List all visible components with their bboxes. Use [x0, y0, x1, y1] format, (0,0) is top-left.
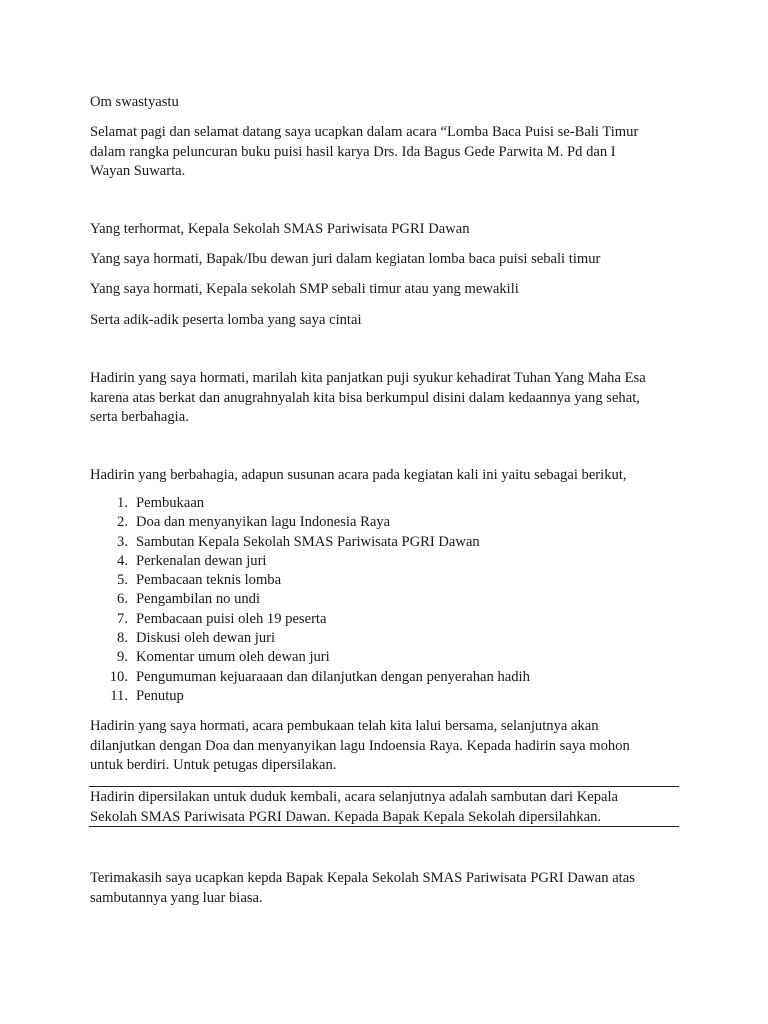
agenda-item-number: 3.: [117, 533, 128, 550]
bottom-border-rule: [89, 826, 679, 827]
closing-paragraph: Terimakasih saya ucapkan kepda Bapak Kepala Sekolah SMAS Pariwisata PGRI Dawan atas sambutannya yang luar biasa.: [90, 870, 635, 906]
boxed-paragraph: Hadirin dipersilakan untuk duduk kembali, acara selanjutnya adalah sambutan dari Kepala Sekolah SMAS Pariwisata PGRI Dawan. Kepada Bapak Kepala Sekolah dipersilahkan.: [90, 789, 619, 825]
agenda-item-text: Pengumuman kejuaraaan dan dilanjutkan dengan penyerahan hadih: [136, 668, 530, 685]
agenda-item: [90, 513, 690, 532]
agenda-item: [90, 629, 690, 648]
agenda-item: [90, 552, 690, 571]
agenda-item-number: 4.: [117, 552, 128, 569]
salutation-2: Yang saya hormati, Bapak/Ibu dewan juri dalam kegiatan lomba baca puisi sebali timur: [90, 251, 601, 267]
agenda-item-text: Pembukaan: [136, 495, 205, 511]
salutation-1: Yang terhormat, Kepala Sekolah SMAS Pariwisata PGRI Dawan: [90, 221, 470, 237]
agenda-item-number: 10.: [109, 668, 128, 685]
agenda-list: [90, 494, 690, 706]
agenda-item: [90, 648, 690, 667]
agenda-item-number: 1.: [117, 495, 128, 511]
agenda-item-text: Diskusi oleh dewan juri: [136, 630, 276, 647]
agenda-item: [90, 533, 690, 552]
agenda-item: [90, 668, 690, 687]
intro-paragraph: Selamat pagi dan selamat datang saya ucapkan dalam acara “Lomba Baca Puisi se-Bali Timur dalam rangka peluncuran buku puisi hasil karya Drs. Ida Bagus Gede Parwita M. Pd dan I Wayan Suwarta.: [90, 124, 639, 179]
salutation-3: Yang saya hormati, Kepala sekolah SMP sebali timur atau yang mewakili: [90, 281, 519, 297]
agenda-item-number: 8.: [117, 630, 128, 647]
agenda-item: [90, 687, 690, 706]
agenda-item: [90, 494, 690, 513]
agenda-item-number: 5.: [117, 572, 128, 589]
agenda-intro: Hadirin yang berbahagia, adapun susunan acara pada kegiatan kali ini yaitu sebagai berikut,: [90, 467, 627, 483]
agenda-item: [90, 610, 690, 629]
top-border-rule: [89, 786, 679, 787]
agenda-item-number: 9.: [117, 649, 128, 666]
thanks-paragraph: Hadirin yang saya hormati, marilah kita panjatkan puji syukur kehadirat Tuhan Yang Maha Esa karena atas berkat dan anugrahnyalah kita bisa berkumpul disini dalam kedaannya yang sehat, serta berbahagia.: [90, 370, 646, 425]
agenda-item-number: 11.: [110, 687, 128, 704]
agenda-item-text: Pengambilan no undi: [136, 591, 261, 608]
agenda-item-text: Perkenalan dewan juri: [136, 552, 267, 569]
salutation-4: Serta adik-adik peserta lomba yang saya cintai: [90, 312, 362, 328]
agenda-item-number: 6.: [117, 591, 128, 608]
agenda-item-number: 7.: [117, 610, 128, 627]
opening-paragraph: Hadirin yang saya hormati, acara pembukaan telah kita lalui bersama, selanjutnya akan dilanjutkan dengan Doa dan menyanyikan lagu Indoensia Raya. Kepada hadirin saya mohon untuk berdiri. Untuk petugas dipersilakan.: [90, 718, 630, 773]
agenda-item-text: Doa dan menyanyikan lagu Indonesia Raya: [136, 514, 391, 531]
greeting: Om swastyastu: [90, 94, 179, 110]
agenda-item-text: Pembacaan teknis lomba: [136, 572, 282, 589]
agenda-item: [90, 590, 690, 609]
agenda-item-text: Penutup: [136, 687, 184, 704]
agenda-item: [90, 571, 690, 590]
agenda-item-text: Pembacaan puisi oleh 19 peserta: [136, 610, 327, 627]
agenda-item-text: Komentar umum oleh dewan juri: [136, 649, 330, 666]
agenda-item-text: Sambutan Kepala Sekolah SMAS Pariwisata PGRI Dawan: [136, 533, 480, 550]
agenda-item-number: 2.: [117, 514, 128, 531]
